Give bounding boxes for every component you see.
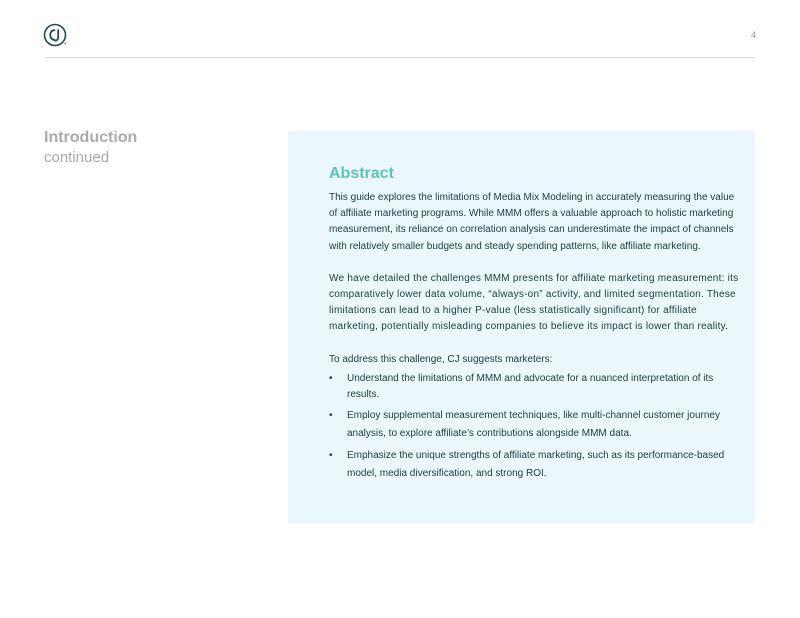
bullet-icon: • xyxy=(329,409,333,421)
list-item xyxy=(329,447,744,483)
abstract-title: Abstract xyxy=(329,165,394,182)
recommendation-list xyxy=(329,371,744,483)
abstract-paragraph: We have detailed the challenges MMM presents for affiliate marketing measurement: its comparatively lower data volume, “always-on” activity, and limited segmentation. These limitations can lead to a higher P-value (less statistically significant) for affiliate marketing, potentially misleading companies to believe its impact is lower than reality. xyxy=(329,272,739,333)
section-subtitle: continued xyxy=(44,149,110,166)
list-item-text: Emphasize the unique strengths of affiliate marketing, such as its performance-based model, media diversification, and strong ROI. xyxy=(347,449,725,479)
abstract-panel xyxy=(288,131,755,523)
list-item xyxy=(329,371,744,403)
list-item-text: Understand the limitations of MMM and advocate for a nuanced interpretation of its results. xyxy=(347,372,714,400)
cj-logo-icon xyxy=(43,23,67,47)
list-item-text: Employ supplemental measurement techniques, like multi-channel customer journey analysis, to explore affiliate’s contributions alongside MMM data. xyxy=(347,409,720,439)
section-heading xyxy=(44,128,137,168)
bullet-icon: • xyxy=(329,372,333,384)
list-item xyxy=(329,407,744,443)
section-title: Introduction xyxy=(44,129,138,146)
page-number: 4 xyxy=(750,30,756,40)
abstract-lead-in: To address this challenge, CJ suggests marketers: xyxy=(329,353,553,365)
bullet-icon: • xyxy=(329,449,333,461)
header-divider xyxy=(44,57,756,58)
abstract-paragraph: This guide explores the limitations of Media Mix Modeling in accurately measuring the value of affiliate marketing programs. While MMM offers a valuable approach to holistic marketing measurement, its reliance on correlation analysis can underestimate the impact of channels with relatively smaller budgets and steady spending patterns, like affiliate marketing. xyxy=(329,192,735,252)
abstract-content xyxy=(329,164,744,487)
